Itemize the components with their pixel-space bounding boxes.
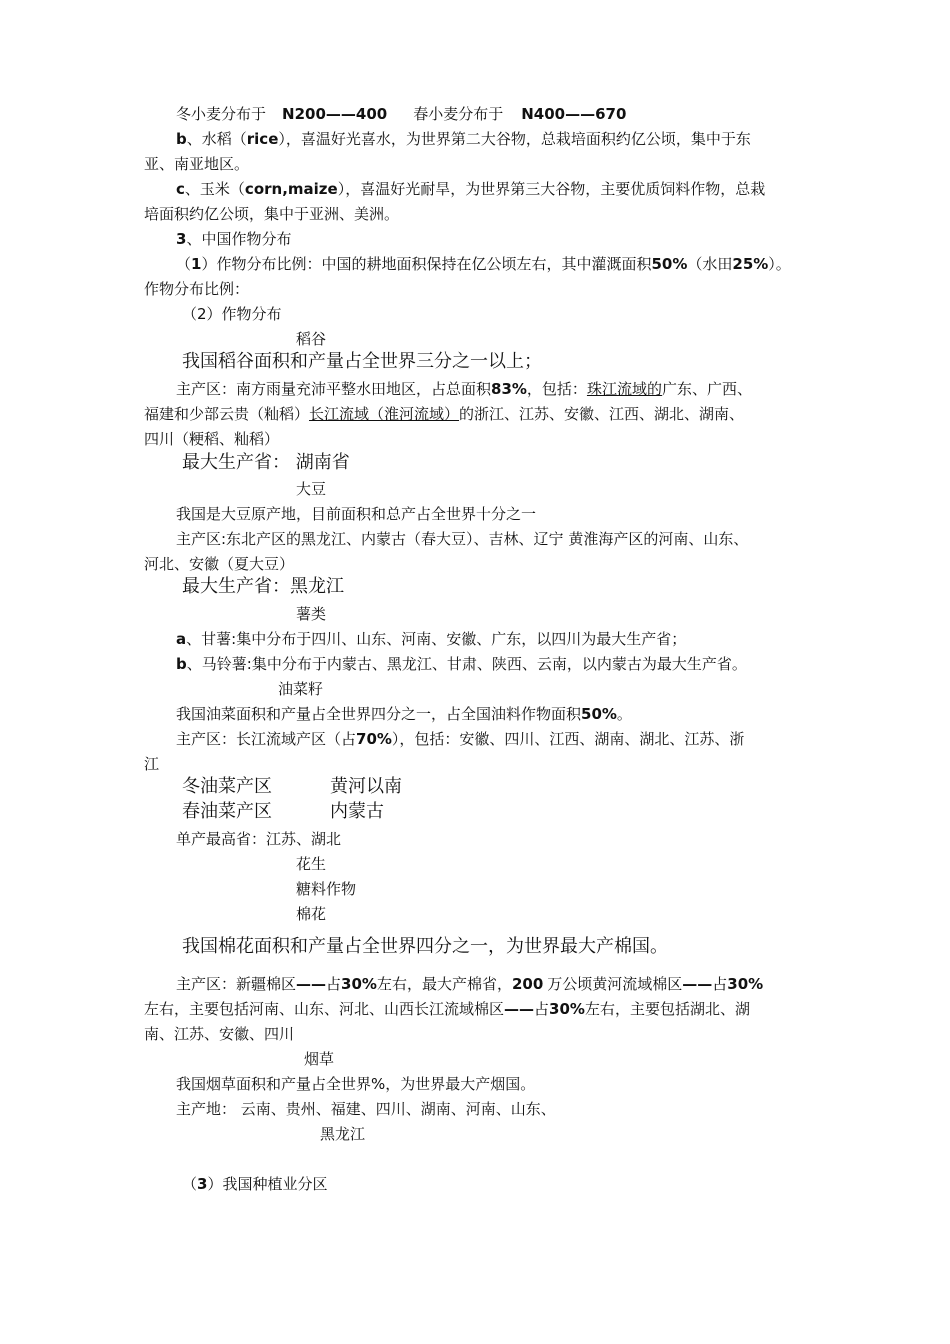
text: ），包括：安徽、四川、江西、湖南、湖北、江苏、浙 — [391, 730, 745, 748]
text: 左右，主要包括河南、山东、河北、山西长江流域棉区 — [144, 1000, 505, 1018]
text-line — [176, 104, 626, 124]
text: 、水稻（ — [186, 130, 247, 148]
text: 、马铃薯 — [186, 655, 247, 673]
text: rice — [246, 130, 279, 148]
subsection-heading — [182, 1174, 327, 1194]
text: 50% — [581, 705, 617, 723]
text: ）我国种植业分区 — [207, 1175, 328, 1193]
text: —— — [504, 1000, 535, 1018]
text: 1 — [191, 255, 202, 273]
emphasis-line: 春油菜产区 — [182, 801, 272, 822]
text-line: 主产区:东北产区的黑龙江、内蒙古（春大豆）、吉林、辽宁 黄淮海产区的河南、山东、 — [176, 530, 749, 548]
text: （ — [176, 255, 192, 273]
text-line: 河北、安徽（夏大豆） — [144, 555, 295, 573]
section-heading — [176, 229, 291, 249]
text-line: 我国是大豆原产地，目前面积和总产占全世界十分之一 — [176, 505, 537, 523]
text: 左右，主要包括湖北、湖 — [584, 1000, 750, 1018]
emphasis-line: 内蒙古 — [330, 801, 384, 822]
text: 我国油菜面积和产量占全世界四分之一，占全国油料作物面积 — [176, 705, 582, 723]
text: 50% — [651, 255, 688, 273]
text-line — [176, 179, 765, 199]
crop-heading: 棉花 — [296, 905, 327, 923]
emphasis-line: 最大生产省：黑龙江 — [182, 576, 344, 597]
emphasis-line: 我国稻谷面积和产量占全世界三分之一以上； — [182, 351, 542, 372]
text: ）。 — [768, 255, 791, 273]
underlined-text: 珠江流域的 — [586, 380, 662, 398]
text-line — [176, 129, 751, 149]
text-line: 培面积约亿公顷，集中于亚洲、美洲。 — [144, 205, 400, 223]
text: 、中国作物分布 — [186, 230, 292, 248]
text-line: 单产最高省：江苏、湖北 — [176, 830, 342, 848]
emphasis-line: 冬油菜产区 — [182, 776, 272, 797]
crop-heading: 烟草 — [304, 1050, 335, 1068]
text-line — [176, 379, 752, 399]
text-line — [176, 629, 686, 649]
text: 、玉米（ — [184, 180, 245, 198]
text: 。 — [616, 705, 632, 723]
text: （水田 — [687, 255, 733, 273]
text: —— — [296, 975, 327, 993]
text-line — [144, 404, 744, 424]
crop-heading: 薯类 — [296, 605, 327, 623]
text: 冬小麦分布于 — [176, 105, 267, 123]
text-line: 主产地： 云南、贵州、福建、四川、湖南、河南、山东、 — [176, 1100, 556, 1118]
text-line — [176, 974, 763, 994]
text: N200——400 — [282, 105, 388, 123]
text: 的浙江、江苏、安徽、江西、湖北、湖南、 — [459, 405, 745, 423]
text: 83% — [491, 380, 527, 398]
emphasis-line: 黄河以南 — [330, 776, 402, 797]
text: 30% — [727, 975, 764, 993]
text-line: 南、江苏、安徽、四川 — [144, 1025, 295, 1043]
text: 主产区：长江流域产区（占 — [176, 730, 357, 748]
text: ），喜温好光耐旱，为世界第三大谷物，主要优质饲料作物，总栽 — [337, 180, 766, 198]
text-line: 我国烟草面积和产量占全世界%，为世界最大产烟国。 — [176, 1075, 536, 1093]
text: 主产区：南方雨量充沛平整水田地区，占总面积 — [176, 380, 492, 398]
subsection-heading: （2）作物分布 — [182, 305, 282, 323]
underlined-text: 长江流域（淮河流域） — [309, 405, 460, 423]
text: 左右，最大产棉省， — [376, 975, 512, 993]
crop-heading: 稻谷 — [296, 330, 327, 348]
text: a — [176, 630, 187, 648]
crop-heading: 油菜籽 — [278, 680, 324, 698]
text-line — [176, 654, 747, 674]
text: N400——670 — [521, 105, 627, 123]
text: b — [176, 130, 187, 148]
text: 、甘薯 — [186, 630, 232, 648]
text: 主产区：新疆棉区 — [176, 975, 297, 993]
text-line — [144, 999, 750, 1019]
text: 3 — [176, 230, 187, 248]
crop-heading: 大豆 — [296, 480, 327, 498]
text-line — [176, 729, 744, 749]
text: 25% — [732, 255, 769, 273]
text: :集中分布于四川、山东、河南、安徽、广东，以四川为最大生产省； — [231, 630, 687, 648]
text-line: 四川（粳稻、籼稻） — [144, 430, 280, 448]
text-line — [176, 704, 632, 724]
text-line: 江 — [144, 755, 160, 773]
text: c — [176, 180, 185, 198]
text: 30% — [549, 1000, 585, 1018]
text: 春小麦分布于 — [413, 105, 504, 123]
text: 占 — [326, 975, 342, 993]
text: 广东、广西、 — [661, 380, 752, 398]
text: 万公顷黄河流域棉区 — [547, 975, 683, 993]
text-line: 亚、南亚地区。 — [144, 155, 250, 173]
text-line — [176, 254, 791, 274]
text: 3 — [197, 1175, 208, 1193]
text: 福建和少部云贵（籼稻） — [144, 405, 310, 423]
text: ）作物分布比例：中国的耕地面积保持在亿公顷左右，其中灌溉面积 — [201, 255, 652, 273]
text: b — [176, 655, 187, 673]
text: ，包括： — [526, 380, 587, 398]
text: 200 — [511, 975, 544, 993]
text-line: 黑龙江 — [320, 1125, 366, 1143]
text: 30% — [341, 975, 377, 993]
crop-heading: 糖料作物 — [296, 880, 357, 898]
text: 70% — [356, 730, 392, 748]
text: 占 — [712, 975, 728, 993]
text: 占 — [534, 1000, 550, 1018]
crop-heading: 花生 — [296, 855, 327, 873]
text: corn,maize — [244, 180, 338, 198]
emphasis-line: 我国棉花面积和产量占全世界四分之一，为世界最大产棉国。 — [182, 936, 668, 957]
text: （ — [182, 1175, 198, 1193]
text: —— — [682, 975, 713, 993]
text: :集中分布于内蒙古、黑龙江、甘肃、陕西、云南，以内蒙古为最大生产省。 — [246, 655, 747, 673]
text: ），喜温好光喜水，为世界第二大谷物，总栽培面积约亿公顷，集中于东 — [278, 130, 751, 148]
text-line: 作物分布比例： — [144, 280, 250, 298]
emphasis-line: 最大生产省： 湖南省 — [182, 452, 350, 473]
